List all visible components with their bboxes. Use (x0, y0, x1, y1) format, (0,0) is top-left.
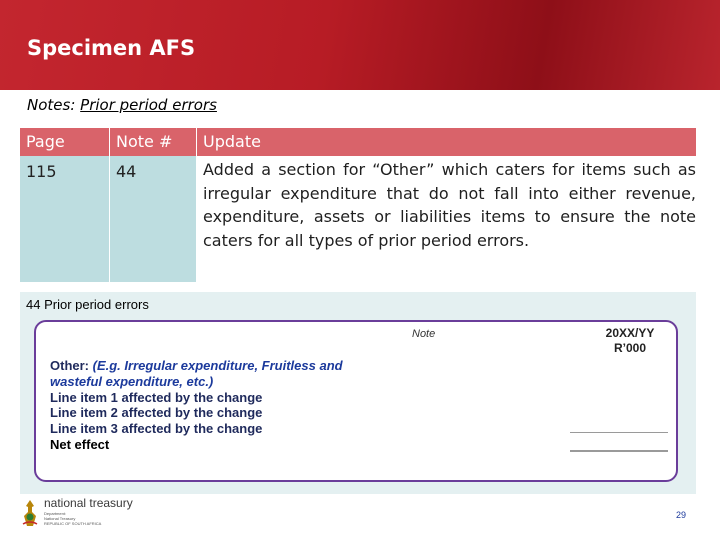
updates-table (20, 128, 696, 282)
cell-update: Added a section for “Other” which caters for items such as irregular expenditure that do not fall into either revenue, expenditure, assets or liabilities items to ensure the note caters for all types of prior period errors. (197, 156, 696, 282)
header-page: Page (20, 128, 109, 156)
line-item: Line item 3 affected by the change (50, 421, 263, 437)
currency-label: R’000 (613, 341, 647, 355)
other-description-2: wasteful expenditure, etc.) (50, 373, 214, 389)
logo-sub-1: Department: (44, 511, 67, 516)
logo-subtext (44, 511, 101, 526)
table-header-row (20, 128, 696, 156)
other-description-1: (E.g. Irregular expenditure, Fruitless and (92, 358, 343, 373)
year-column-header (590, 326, 670, 356)
net-effect: Net effect (50, 436, 110, 452)
notes-topic: Prior period errors (80, 96, 217, 114)
notes-heading (27, 96, 217, 114)
other-line (50, 358, 343, 374)
line-item: Line item 1 affected by the change (50, 389, 263, 405)
line-item: Line item 2 affected by the change (50, 405, 263, 421)
table-row (20, 156, 696, 282)
slide-title: Specimen AFS (27, 36, 196, 60)
logo-text: national treasury (44, 496, 133, 510)
national-treasury-logo (20, 496, 170, 532)
other-label: Other: (50, 358, 89, 373)
line-items (50, 358, 343, 453)
logo-sub-3: REPUBLIC OF SOUTH AFRICA (44, 521, 102, 526)
note-column-header: Note (412, 328, 436, 340)
notes-label: Notes: (27, 96, 76, 114)
year-label: 20XX/YY (605, 326, 655, 340)
excerpt-title: 44 Prior period errors (26, 297, 149, 312)
header-note: Note # (110, 128, 196, 156)
header-update: Update (197, 128, 696, 156)
cell-page: 115 (20, 156, 109, 282)
cell-note: 44 (110, 156, 196, 282)
specimen-excerpt (20, 292, 696, 494)
subtotal-rule (570, 432, 668, 433)
slide-header (0, 0, 720, 90)
logo-sub-2: National Treasury (44, 516, 76, 521)
total-rule (570, 450, 668, 452)
coat-of-arms-icon (20, 498, 40, 528)
page-number: 29 (676, 510, 687, 520)
highlight-box (34, 320, 678, 482)
